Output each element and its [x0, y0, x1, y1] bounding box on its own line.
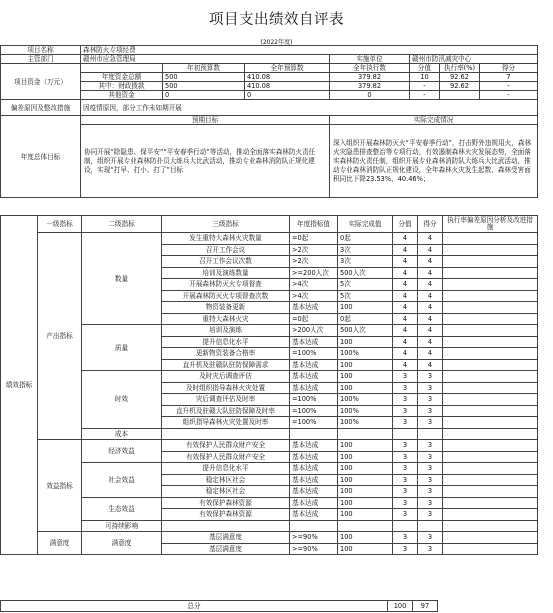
score-value: 3 [393, 394, 418, 406]
deviation-text: 因疫情原因，部分工作未如期开展 [81, 100, 538, 116]
actual-value: 100 [338, 543, 393, 555]
project-name-label: 项目名称 [1, 46, 81, 55]
deviation-note [443, 405, 538, 417]
got-value: 4 [418, 325, 443, 337]
level3-indicator: 基层满意度 [162, 543, 290, 555]
got-value: 4 [418, 290, 443, 302]
score-value: 3 [393, 509, 418, 521]
deviation-note [443, 532, 538, 544]
level3-indicator: 开展森林防灭火专项督查 [162, 279, 290, 291]
deviation-note [443, 417, 538, 429]
fund-row-label: 其中：财政拨款 [81, 82, 163, 91]
deviation-note [443, 325, 538, 337]
actual-value: 3次 [338, 244, 393, 256]
score-value: 4 [393, 290, 418, 302]
target-value: =100% [290, 405, 338, 417]
indicator-header: 分值 [393, 216, 418, 233]
level3-indicator: 组织指导森林火灾处置及时率 [162, 417, 290, 429]
level3-indicator: 培训及演练 [162, 325, 290, 337]
impl-unit-label: 实施单位 [330, 55, 410, 64]
target-value: =0起 [290, 313, 338, 325]
deviation-note [443, 474, 538, 486]
target-value: >200人次 [290, 325, 338, 337]
got-value: 3 [418, 382, 443, 394]
deviation-note [443, 244, 538, 256]
indicator-header: 得分 [418, 216, 443, 233]
deviation-note [443, 302, 538, 314]
score-value: 3 [393, 532, 418, 544]
indicator-row [1, 463, 538, 475]
level3-indicator: 更新物资装备合格率 [162, 348, 290, 360]
deviation-note [443, 371, 538, 383]
deviation-note [443, 313, 538, 325]
score-value: 3 [393, 417, 418, 429]
target-value: 基本达成 [290, 463, 338, 475]
target-value: 基本达成 [290, 486, 338, 498]
perf-indicator-label: 绩效指标 [1, 216, 38, 555]
target-value: 基本达成 [290, 359, 338, 371]
fund-row-label: 其他资金 [81, 91, 163, 100]
got-value: 4 [418, 233, 443, 245]
actual-value: 100 [338, 486, 393, 498]
fund-label: 项目资金（万元） [1, 64, 81, 100]
deviation-note [443, 394, 538, 406]
indicator-header: 年度指标值 [290, 216, 338, 233]
level2-indicator: 数量 [82, 233, 162, 325]
total-score: 100 [388, 601, 413, 612]
got-value: 3 [418, 440, 443, 452]
deviation-label: 偏差原因及整改措施 [1, 100, 81, 116]
level1-indicator: 满意度 [38, 532, 82, 555]
actual-value: 100% [338, 417, 393, 429]
info-table: 项目名称 森林防火专项经费 主管部门 赣州市应急管理局 实施单位 赣州市防汛减灾中心 项目资金（万元） 年初预算数 全年预算数 全年执行数 分值 执行率(%) 得分 年度资金总额 500 410.08 379.82 10 92.62 7 其中：财政拨款 500 410.08 379.82 - 92.62 - 其他资金 0 0 0 - - 偏差原因及整改措施 因疫情原因，部分工作未如期开展 年度总体目标 预期目标 实际完成情况 协同开展“除隐患、保平安”“平安春季行动”等活动，推动全面落实森林防火责任制，组织开展专业森林防扑员大练兵大比武活动，推动专业森林消防队正规化建设，实现“打早、打小、打了”目标 深入组织开展森林防灭火“平安春季行动”，打击野外违规用火，森林火灾隐患排查整治等专项行动，有效遏制森林火灾发展态势，全面落实森林防火责任制，组织开展专业森林消防队大练兵大比武活动，推动专业森林消防队正规化建设，全年森林火灾发生起数、森林受害面积同比下降23.53%、40.46%； [0, 45, 538, 198]
fund-col-exec: 全年执行数 [330, 64, 410, 73]
score-value: 4 [393, 313, 418, 325]
actual-value: 500人次 [338, 267, 393, 279]
got-value: 4 [418, 313, 443, 325]
level1-indicator: 产出指标 [38, 233, 82, 440]
indicator-header: 二级指标 [82, 216, 162, 233]
got-value: 4 [418, 244, 443, 256]
got-value: 3 [418, 463, 443, 475]
score-value: 3 [393, 474, 418, 486]
empty-cell [290, 428, 338, 440]
deviation-note [443, 359, 538, 371]
got-value: 4 [418, 267, 443, 279]
goal-actual-text: 深入组织开展森林防灭火“平安春季行动”，打击野外违规用火，森林火灾隐患排查整治等专项行动，有效遏制森林火灾发展态势，全面落实森林防火责任制，组织开展专业森林消防队大练兵大比武活动，推动专业森林消防队正规化建设，全年森林火灾发生起数、森林受害面积同比下降23.53%、40.46%； [330, 125, 538, 198]
deviation-note [443, 233, 538, 245]
level2-indicator: 生态效益 [82, 497, 162, 520]
level3-indicator: 提升信息化水平 [162, 336, 290, 348]
actual-value: 500人次 [338, 325, 393, 337]
level3-indicator: 开展森林防灭火专项督查次数 [162, 290, 290, 302]
actual-value: 100 [338, 497, 393, 509]
actual-value: 100 [338, 336, 393, 348]
score-value: 3 [393, 440, 418, 452]
indicator-row [1, 532, 538, 544]
actual-value: 100% [338, 348, 393, 360]
level3-indicator: 直升机及驻赣队驻防保障需求 [162, 359, 290, 371]
indicator-row [1, 233, 538, 245]
target-value: >4次 [290, 279, 338, 291]
actual-value: 100 [338, 474, 393, 486]
target-value: 基本达成 [290, 474, 338, 486]
got-value: 4 [418, 279, 443, 291]
actual-value: 100 [338, 509, 393, 521]
level2-indicator: 时效 [82, 371, 162, 429]
level3-indicator: 提升信息化水平 [162, 463, 290, 475]
score-value: 3 [393, 405, 418, 417]
empty-cell [162, 520, 290, 532]
level2-indicator: 经济效益 [82, 440, 162, 463]
level3-indicator: 及时组织指导森林火灾处置 [162, 382, 290, 394]
indicator-row [1, 440, 538, 452]
score-value: 4 [393, 325, 418, 337]
score-value: 4 [393, 233, 418, 245]
goal-label: 年度总体目标 [1, 116, 81, 198]
deviation-note [443, 382, 538, 394]
score-value: 4 [393, 244, 418, 256]
score-value: 4 [393, 279, 418, 291]
deviation-note [443, 256, 538, 268]
score-value: 4 [393, 359, 418, 371]
level3-indicator: 重特大森林火灾 [162, 313, 290, 325]
target-value: >2次 [290, 244, 338, 256]
indicator-row [1, 371, 538, 383]
got-value: 4 [418, 348, 443, 360]
got-value: 3 [418, 371, 443, 383]
level3-indicator: 有效保护人民群众财产安全 [162, 451, 290, 463]
indicator-header: 实际完成值 [338, 216, 393, 233]
goal-planned-text: 协同开展“除隐患、保平安”“平安春季行动”等活动，推动全面落实森林防火责任制，组织开展专业森林防扑员大练兵大比武活动，推动专业森林消防队正规化建设，实现“打早、打小、打了”目标 [81, 125, 330, 198]
got-value: 3 [418, 497, 443, 509]
indicator-header-row [1, 216, 538, 233]
level3-indicator: 灾后调查评估及时率 [162, 394, 290, 406]
level3-indicator: 召开工作会议 [162, 244, 290, 256]
got-value: 3 [418, 486, 443, 498]
got-value: 3 [418, 543, 443, 555]
actual-value: 0起 [338, 233, 393, 245]
level2-indicator: 可持续影响 [82, 520, 162, 532]
fund-col-annual: 全年预算数 [245, 64, 330, 73]
indicator-table [0, 215, 538, 555]
fund-col-got: 得分 [480, 64, 538, 73]
empty-cell [338, 428, 393, 440]
empty-cell [418, 428, 443, 440]
score-value: 4 [393, 348, 418, 360]
deviation-note [443, 543, 538, 555]
actual-value: 5次 [338, 279, 393, 291]
deviation-note [443, 279, 538, 291]
actual-value: 100% [338, 394, 393, 406]
level2-indicator: 社会效益 [82, 463, 162, 498]
empty-cell [290, 520, 338, 532]
actual-value: 100 [338, 532, 393, 544]
indicator-row [1, 428, 538, 440]
indicator-header: 执行率偏差原因分析及改进措施 [443, 216, 538, 233]
level3-indicator: 直升机及驻赣大队驻防保障及时率 [162, 405, 290, 417]
actual-value: 100 [338, 382, 393, 394]
target-value: >=200人次 [290, 267, 338, 279]
target-value: 基本达成 [290, 509, 338, 521]
deviation-note [443, 497, 538, 509]
level3-indicator: 有效保护人民群众财产安全 [162, 440, 290, 452]
got-value: 3 [418, 451, 443, 463]
target-value: 基本达成 [290, 451, 338, 463]
deviation-note [443, 267, 538, 279]
actual-value: 100 [338, 451, 393, 463]
score-value: 3 [393, 451, 418, 463]
level3-indicator: 有效保护森林资源 [162, 497, 290, 509]
target-value: =100% [290, 394, 338, 406]
empty-cell [162, 428, 290, 440]
target-value: =100% [290, 417, 338, 429]
total-got: 97 [413, 601, 438, 612]
level3-indicator: 稳定林区社会 [162, 486, 290, 498]
got-value: 3 [418, 394, 443, 406]
level3-indicator: 培训及演练数量 [162, 267, 290, 279]
got-value: 4 [418, 336, 443, 348]
deviation-note [443, 451, 538, 463]
project-name-value: 森林防火专项经费 [81, 46, 538, 55]
dept-label: 主管部门 [1, 55, 81, 64]
actual-value: 100 [338, 463, 393, 475]
level2-indicator: 满意度 [82, 532, 162, 555]
level3-indicator: 发生重特大森林火灾数量 [162, 233, 290, 245]
deviation-note [443, 336, 538, 348]
deviation-note [443, 486, 538, 498]
target-value: 基本达成 [290, 497, 338, 509]
score-value: 4 [393, 302, 418, 314]
got-value: 3 [418, 509, 443, 521]
target-value: 基本达成 [290, 382, 338, 394]
indicator-row [1, 497, 538, 509]
deviation-note [443, 290, 538, 302]
target-value: 基本达成 [290, 302, 338, 314]
actual-value: 0起 [338, 313, 393, 325]
indicator-header: 一级指标 [38, 216, 82, 233]
impl-unit-value: 赣州市防汛减灾中心 [410, 55, 538, 64]
score-value: 3 [393, 371, 418, 383]
target-value: =100% [290, 348, 338, 360]
total-label: 总分 [1, 601, 388, 612]
indicator-row [1, 325, 538, 337]
score-value: 3 [393, 543, 418, 555]
level3-indicator: 有效保护森林资源 [162, 509, 290, 521]
score-value: 4 [393, 256, 418, 268]
got-value: 4 [418, 256, 443, 268]
target-value: >2次 [290, 256, 338, 268]
actual-value: 3次 [338, 256, 393, 268]
target-value: 基本达成 [290, 440, 338, 452]
got-value: 4 [418, 302, 443, 314]
score-value: 4 [393, 336, 418, 348]
level3-indicator: 物资装备更新 [162, 302, 290, 314]
actual-value: 100 [338, 371, 393, 383]
goal-actual-header: 实际完成情况 [330, 116, 538, 125]
level2-indicator: 质量 [82, 325, 162, 371]
deviation-note [443, 348, 538, 360]
score-value: 3 [393, 463, 418, 475]
score-value: 3 [393, 497, 418, 509]
fund-col-initial: 年初预算数 [163, 64, 245, 73]
empty-cell [443, 428, 538, 440]
target-value: 基本达成 [290, 371, 338, 383]
target-value: >=90% [290, 543, 338, 555]
deviation-note [443, 509, 538, 521]
got-value: 4 [418, 359, 443, 371]
got-value: 3 [418, 417, 443, 429]
indicator-row [1, 520, 538, 532]
level3-indicator: 及时灾后调查评估 [162, 371, 290, 383]
actual-value: 100 [338, 359, 393, 371]
actual-value: 5次 [338, 290, 393, 302]
empty-cell [393, 428, 418, 440]
level3-indicator: 基层满意度 [162, 532, 290, 544]
total-table [0, 600, 538, 612]
empty-cell [443, 520, 538, 532]
indicator-header: 三级指标 [162, 216, 290, 233]
score-value: 4 [393, 267, 418, 279]
deviation-note [443, 463, 538, 475]
empty-cell [338, 520, 393, 532]
actual-value: 100 [338, 302, 393, 314]
target-value: >4次 [290, 290, 338, 302]
deviation-note [443, 440, 538, 452]
fund-row-label: 年度资金总额 [81, 73, 163, 82]
score-value: 3 [393, 486, 418, 498]
report-year: (2022年度) [260, 39, 293, 46]
score-value: 3 [393, 382, 418, 394]
level3-indicator: 稳定林区社会 [162, 474, 290, 486]
goal-planned-header: 预期目标 [81, 116, 330, 125]
got-value: 3 [418, 405, 443, 417]
level2-indicator: 成本 [82, 428, 162, 440]
target-value: >=90% [290, 532, 338, 544]
level1-indicator: 效益指标 [38, 440, 82, 532]
target-value: =0起 [290, 233, 338, 245]
empty-cell [418, 520, 443, 532]
page-title: 项目支出绩效自评表 [209, 12, 344, 28]
got-value: 3 [418, 532, 443, 544]
fund-col-rate: 执行率(%) [440, 64, 480, 73]
got-value: 3 [418, 474, 443, 486]
actual-value: 100 [338, 440, 393, 452]
empty-cell [393, 520, 418, 532]
target-value: 基本达成 [290, 336, 338, 348]
level3-indicator: 召开工作会议次数 [162, 256, 290, 268]
dept-value: 赣州市应急管理局 [81, 55, 330, 64]
actual-value: 100% [338, 405, 393, 417]
fund-col-score: 分值 [410, 64, 440, 73]
